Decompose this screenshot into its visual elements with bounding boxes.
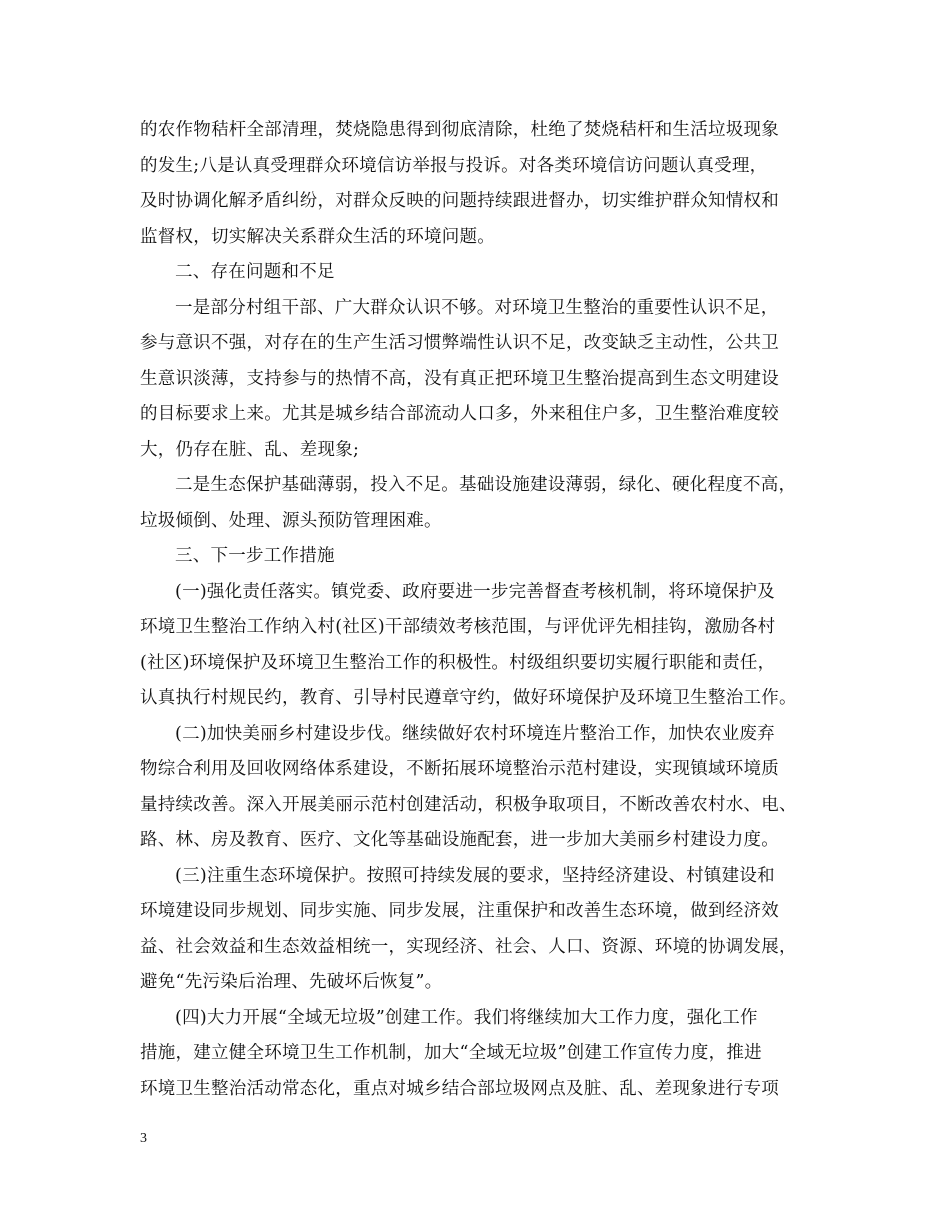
text-line: 生意识淡薄，支持参与的热情不高，没有真正把环境卫生整治提高到生态文明建设 [140, 368, 779, 389]
text-line: 物综合利用及回收网络体系建设，不断拓展环境整治示范村建设，实现镇域环境质 [140, 759, 779, 779]
text-line: (三)注重生态环境保护。按照可持续发展的要求，坚持经济建设、村镇建设和 [175, 865, 775, 886]
text-line: 量持续改善。深入开展美丽示范村创建活动，积极争取项目，不断改善农村水、电、 [140, 794, 797, 815]
text-line: (一)强化责任落实。镇党委、政府要进一步完善督查考核机制，将环境保护及 [175, 581, 775, 602]
text-line: 垃圾倾倒、处理、源头预防管理困难。 [140, 510, 442, 531]
text-line: 参与意识不强，对存在的生产生活习惯弊端性认识不足，改变缺乏主动性，公共卫 [140, 333, 779, 353]
text-line: 环境卫生整治工作纳入村(社区)干部绩效考核范围，与评优评先相挂钩，激励各村 [140, 617, 776, 637]
text-line: 环境卫生整治活动常态化，重点对城乡结合部垃圾网点及脏、乱、差现象进行专项 [140, 1078, 779, 1099]
text-line: 益、社会效益和生态效益相统一，实现经济、社会、人口、资源、环境的协调发展， [140, 936, 797, 957]
text-line: (四)大力开展“全域无垃圾”创建工作。我们将继续加大工作力度，强化工作 [175, 1007, 758, 1028]
text-line: 的农作物秸杆全部清理，焚烧隐患得到彻底清除，杜绝了焚烧秸杆和生活垃圾现象 [140, 120, 779, 140]
text-line: 三、下一步工作措施 [175, 546, 335, 566]
text-line: 的发生;八是认真受理群众环境信访举报与投诉。对各类环境信访问题认真受理， [140, 155, 768, 176]
text-line: 大，仍存在脏、乱、差现象; [140, 439, 360, 460]
text-line: 监督权，切实解决关系群众生活的环境问题。 [140, 226, 495, 247]
document-body [140, 113, 820, 1107]
text-line: 避免“先污染后治理、先破坏后恢复”。 [140, 972, 443, 992]
text-line: 认真执行村规民约，教育、引导村民遵章守约，做好环境保护及环境卫生整治工作。 [140, 688, 797, 708]
text-line: 路、林、房及教育、医疗、文化等基础设施配套，进一步加大美丽乡村建设力度。 [140, 830, 779, 850]
text-line: (二)加快美丽乡村建设步伐。继续做好农村环境连片整治工作，加快农业废弃 [175, 723, 775, 744]
text-line: 的目标要求上来。尤其是城乡结合部流动人口多，外来租住户多，卫生整治难度较 [140, 404, 779, 424]
text-line: 及时协调化解矛盾纠纷，对群众反映的问题持续跟进督办，切实维护群众知情权和 [140, 191, 779, 211]
text-line: 环境建设同步规划、同步实施、同步发展，注重保护和改善生态环境，做到经济效 [140, 901, 779, 921]
text-line: 二是生态保护基础薄弱，投入不足。基础设施建设薄弱，绿化、硬化程度不高， [175, 475, 797, 495]
page-number: 3 [140, 1131, 147, 1146]
text-line: 一是部分村组干部、广大群众认识不够。对环境卫生整治的重要性认识不足， [175, 297, 779, 318]
text-line: (社区)环境保护及环境卫生整治工作的积极性。村级组织要切实履行职能和责任， [140, 652, 776, 673]
text-line: 措施，建立健全环境卫生工作机制，加大“全域无垃圾”创建工作宣传力度，推进 [140, 1043, 762, 1063]
text-line: 二、存在问题和不足 [175, 262, 335, 282]
paragraph-lines [140, 113, 820, 1107]
